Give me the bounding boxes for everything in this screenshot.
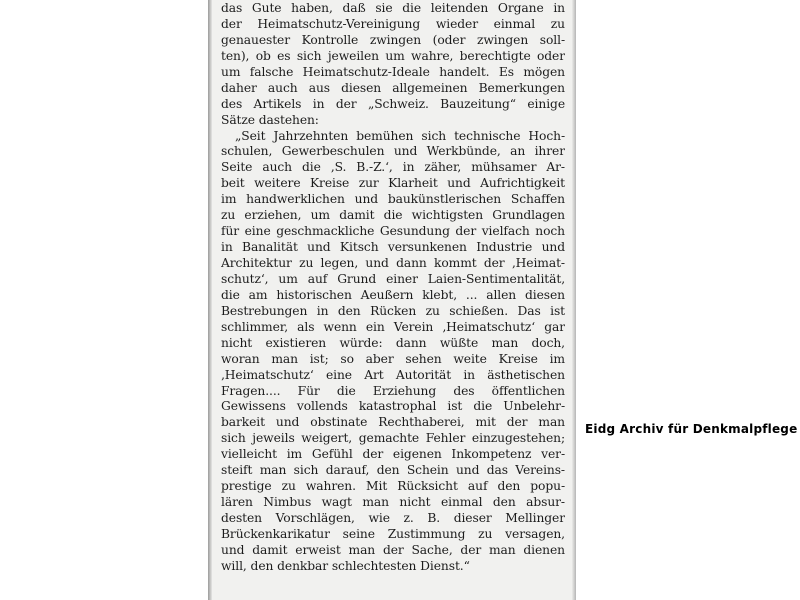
text-line: nicht existieren würde: dann wüßte man doch,	[221, 335, 565, 350]
text-line: schlimmer, als wenn ein Verein ‚Heimatschutz‘ gar	[221, 319, 565, 334]
text-line: und damit erweist man der Sache, der man dienen	[221, 542, 565, 557]
text-line: die am historischen Aeußern klebt, ... allen diesen	[221, 287, 565, 302]
text-line: woran man ist; so aber sehen weite Kreise im	[221, 351, 565, 366]
text-line: Bestrebungen in den Rücken zu schießen. Das ist	[221, 303, 565, 318]
text-line: der Heimatschutz-Vereinigung wieder einmal zu	[221, 16, 565, 31]
text-line: Gewissens vollends katastrophal ist die Unbelehr-	[221, 399, 565, 414]
text-line: sich jeweils weigert, gemachte Fehler einzugestehen;	[221, 431, 565, 446]
text-line: daher auch aus diesen allgemeinen Bemerkungen	[221, 80, 565, 95]
text-line: barkeit und obstinate Rechthaberei, mit der man	[221, 415, 565, 430]
text-line: steift man sich darauf, den Schein und das Vereins-	[221, 463, 565, 478]
text-line: Seite auch die ‚S. B.-Z.‘, in zäher, mühsamer Ar-	[221, 160, 565, 175]
text-line: vielleicht im Gefühl der eigenen Inkompetenz ver-	[221, 447, 565, 462]
text-line: lären Nimbus wagt man nicht einmal den absur-	[221, 495, 565, 510]
text-line: beit weitere Kreise zur Klarheit und Aufrichtigkeit	[221, 176, 565, 191]
newspaper-clipping	[208, 0, 576, 600]
text-line: des Artikels in der „Schweiz. Bauzeitung“ einige	[221, 96, 565, 111]
text-line: Brückenkarikatur seine Zustimmung zu versagen,	[221, 526, 565, 541]
text-line: ‚Heimatschutz‘ eine Art Autorität in ästhetischen	[221, 367, 565, 382]
text-line: „Seit Jahrzehnten bemühen sich technische Hoch-	[235, 128, 565, 143]
text-line: desten Vorschlägen, wie z. B. dieser Mellinger	[221, 511, 565, 525]
article-text-column	[221, 1, 565, 575]
text-line: schutz‘, um auf Grund einer Laien-Sentimentalität,	[221, 271, 565, 286]
clipping-edge-right	[572, 0, 576, 600]
text-line: für eine geschmackliche Gesundung der vielfach noch	[221, 224, 565, 239]
text-line: Architektur zu legen, und dann kommt der ‚Heimat-	[221, 256, 565, 270]
clipping-edge-left	[208, 0, 212, 600]
archive-caption: Eidg Archiv für Denkmalpflege	[585, 422, 798, 436]
text-line: genauester Kontrolle zwingen (oder zwingen soll-	[221, 32, 565, 47]
text-line: schulen, Gewerbeschulen und Werkbünde, an ihrer	[221, 144, 565, 159]
text-line: um falsche Heimatschutz-Ideale handelt. Es mögen	[221, 64, 565, 79]
text-line: Fragen.... Für die Erziehung des öffentlichen	[221, 383, 565, 398]
text-line: prestige zu wahren. Mit Rücksicht auf den popu-	[221, 479, 565, 494]
text-line: das Gute haben, daß sie die leitenden Organe in	[221, 1, 565, 15]
text-line: im handwerklichen und baukünstlerischen Schaffen	[221, 192, 565, 207]
text-line: in Banalität und Kitsch versunkenen Industrie und	[221, 240, 565, 255]
text-line: will, den denkbar schlechtesten Dienst.“	[221, 558, 470, 573]
text-line: Sätze dastehen:	[221, 112, 319, 127]
text-line: zu erziehen, um damit die wichtigsten Grundlagen	[221, 208, 565, 223]
text-line: ten), ob es sich jeweilen um wahre, berechtigte oder	[221, 48, 565, 63]
